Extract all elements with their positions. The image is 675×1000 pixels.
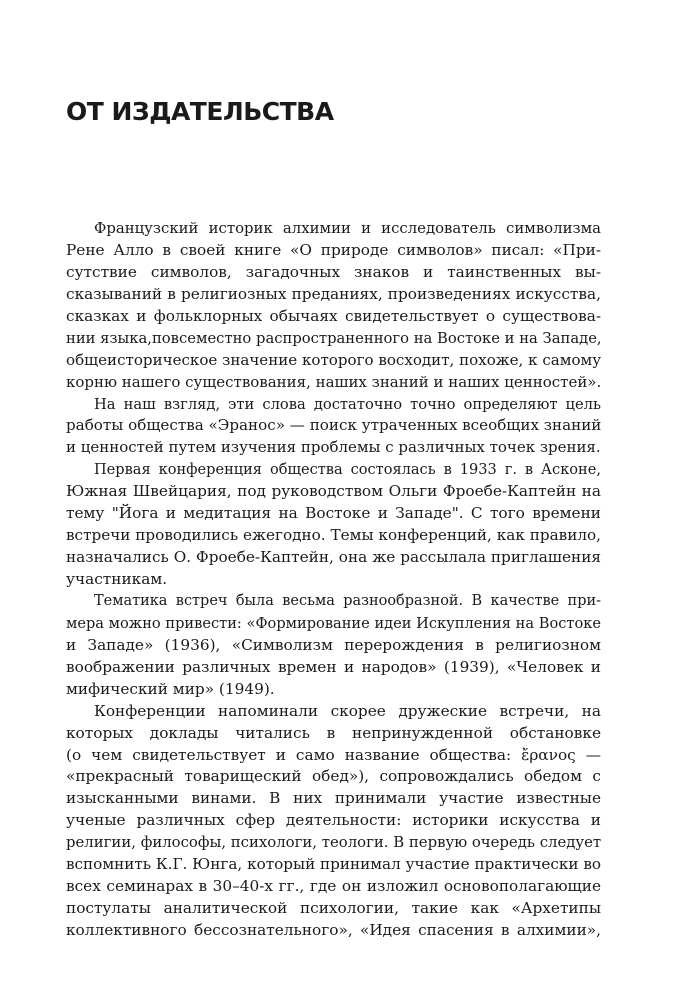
text-line: коллективного бессознательного», «Идея спасения в алхимии», <box>66 921 601 939</box>
text-line: Первая конференция общества состоялась в 1933 г. в Асконе, <box>94 461 601 479</box>
text-line: мифический мир» (1949). <box>66 679 275 698</box>
text-line: назначались О. Фроебе-Каптейн, она же рассылала приглашения <box>66 548 601 567</box>
text-line: и ценностей путем изучения проблемы с различных точек зрения. <box>66 438 601 457</box>
text-line: встречи проводились ежегодно. Темы конференций, как правило, <box>66 526 601 545</box>
text-line: «прекрасный товарищеский обед»), сопровождались обедом с <box>66 767 601 786</box>
text-line: Тематика встреч была весьма разнообразной. В качестве при- <box>94 592 601 609</box>
text-line: вспомнить К.Г. Юнга, который принимал участие практически во <box>66 855 602 874</box>
text-line: мера можно привести: «Формирование идеи Искупления на Востоке <box>66 614 601 632</box>
text-line: работы общества «Эранос» — поиск утраченных всеобщих знаний <box>66 416 602 435</box>
paragraph <box>66 459 601 591</box>
text-line: всех семинарах в 30–40-х гг., где он изложил основополагающие <box>66 877 601 896</box>
text-line: постулаты аналитической психологии, такие как «Архетипы <box>66 899 601 918</box>
text-line: участникам. <box>66 570 168 588</box>
text-line: изысканными винами. В них принимали участие известные <box>66 789 601 808</box>
text-line: и Западе» (1936), «Символизм перерождения в религиозном <box>66 635 601 654</box>
text-line: сказках и фольклорных обычаях свидетельствует о существова- <box>66 306 601 325</box>
text-line: Южная Швейцария, под руководством Ольги Фроебе-Каптейн на <box>66 482 601 501</box>
text-line: воображении различных времен и народов» (1939), «Человек и <box>66 657 601 676</box>
text-line: нии языка,повсеместно распространенного на Востоке и на Западе, <box>66 329 602 347</box>
chapter-heading: ОТ ИЗДАТЕЛЬСТВА <box>66 97 334 126</box>
paragraph <box>66 218 601 394</box>
text-line: корню нашего существования, наших знаний и наших ценностей». <box>66 372 602 391</box>
text-line: которых доклады читались в непринужденной обстановке <box>66 723 601 742</box>
text-line: тему "Йога и медитация на Востоке и Западе". С того времени <box>66 504 601 523</box>
text-line: общеисторическое значение которого восходит, похоже, к самому <box>66 350 602 369</box>
text-line: ученые различных сфер деятельности: историки искусства и <box>66 811 601 830</box>
paragraph <box>66 591 601 701</box>
text-line: сутствие символов, загадочных знаков и таинственных вы- <box>66 262 601 281</box>
text-line: На наш взгляд, эти слова достаточно точно определяют цель <box>94 395 601 413</box>
body-text <box>66 218 601 942</box>
text-line: Французский историк алхимии и исследователь символизма <box>94 219 601 237</box>
paragraph <box>66 394 601 460</box>
text-line: Рене Алло в своей книге «О природе символов» писал: «При- <box>66 240 601 259</box>
paragraph <box>66 701 601 942</box>
text-line: Конференции напоминали скорее дружеские встречи, на <box>94 701 601 720</box>
text-line: религии, философы, психологи, теологи. В первую очередь следует <box>66 833 602 852</box>
text-line: (о чем свидетельствует и само название общества: ἔρανος — <box>66 745 601 764</box>
text-line: сказываний в религиозных преданиях, произведениях искусства, <box>66 284 601 303</box>
